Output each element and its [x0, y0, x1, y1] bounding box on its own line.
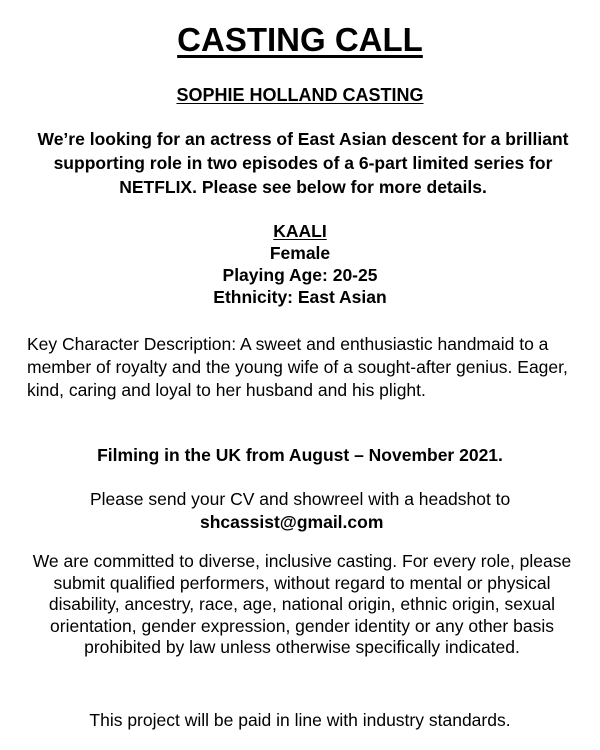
- filming-dates: Filming in the UK from August – November 2021.: [97, 445, 503, 465]
- role-gender: Female: [269, 243, 331, 263]
- payment-note: This project will be paid in line with industry standards.: [89, 710, 511, 730]
- character-description: Key Character Description: A sweet and enthusiastic handmaid to a member of royalty and the young wife of a sought-after genius. Eager, kind, caring and loyal to her husband and his plight.: [27, 334, 568, 400]
- submission-instructions: [0, 488, 600, 534]
- document-title: CASTING CALL: [177, 21, 423, 58]
- role-details: [0, 220, 600, 308]
- agency-name: SOPHIE HOLLAND CASTING: [176, 85, 424, 105]
- role-playing-age: Playing Age: 20-25: [222, 265, 378, 285]
- diversity-statement: We are committed to diverse, inclusive casting. For every role, please submit qualified performers, without regard to mental or physical disability, ancestry, race, age, national origin, ethnic origin, sexual orientation, gender expression, gender identity or any other basis prohibited by law unless otherwise specifically indicated.: [32, 551, 572, 657]
- submission-email: shcassist@gmail.com: [200, 512, 384, 532]
- role-ethnicity: Ethnicity: East Asian: [213, 287, 387, 307]
- submission-instruction-text: Please send your CV and showreel with a headshot to: [90, 489, 511, 509]
- role-name: KAALI: [273, 221, 327, 241]
- intro-paragraph: We’re looking for an actress of East Asian descent for a brilliant supporting role in two episodes of a 6-part limited series for NETFLIX. Please see below for more details.: [37, 129, 569, 197]
